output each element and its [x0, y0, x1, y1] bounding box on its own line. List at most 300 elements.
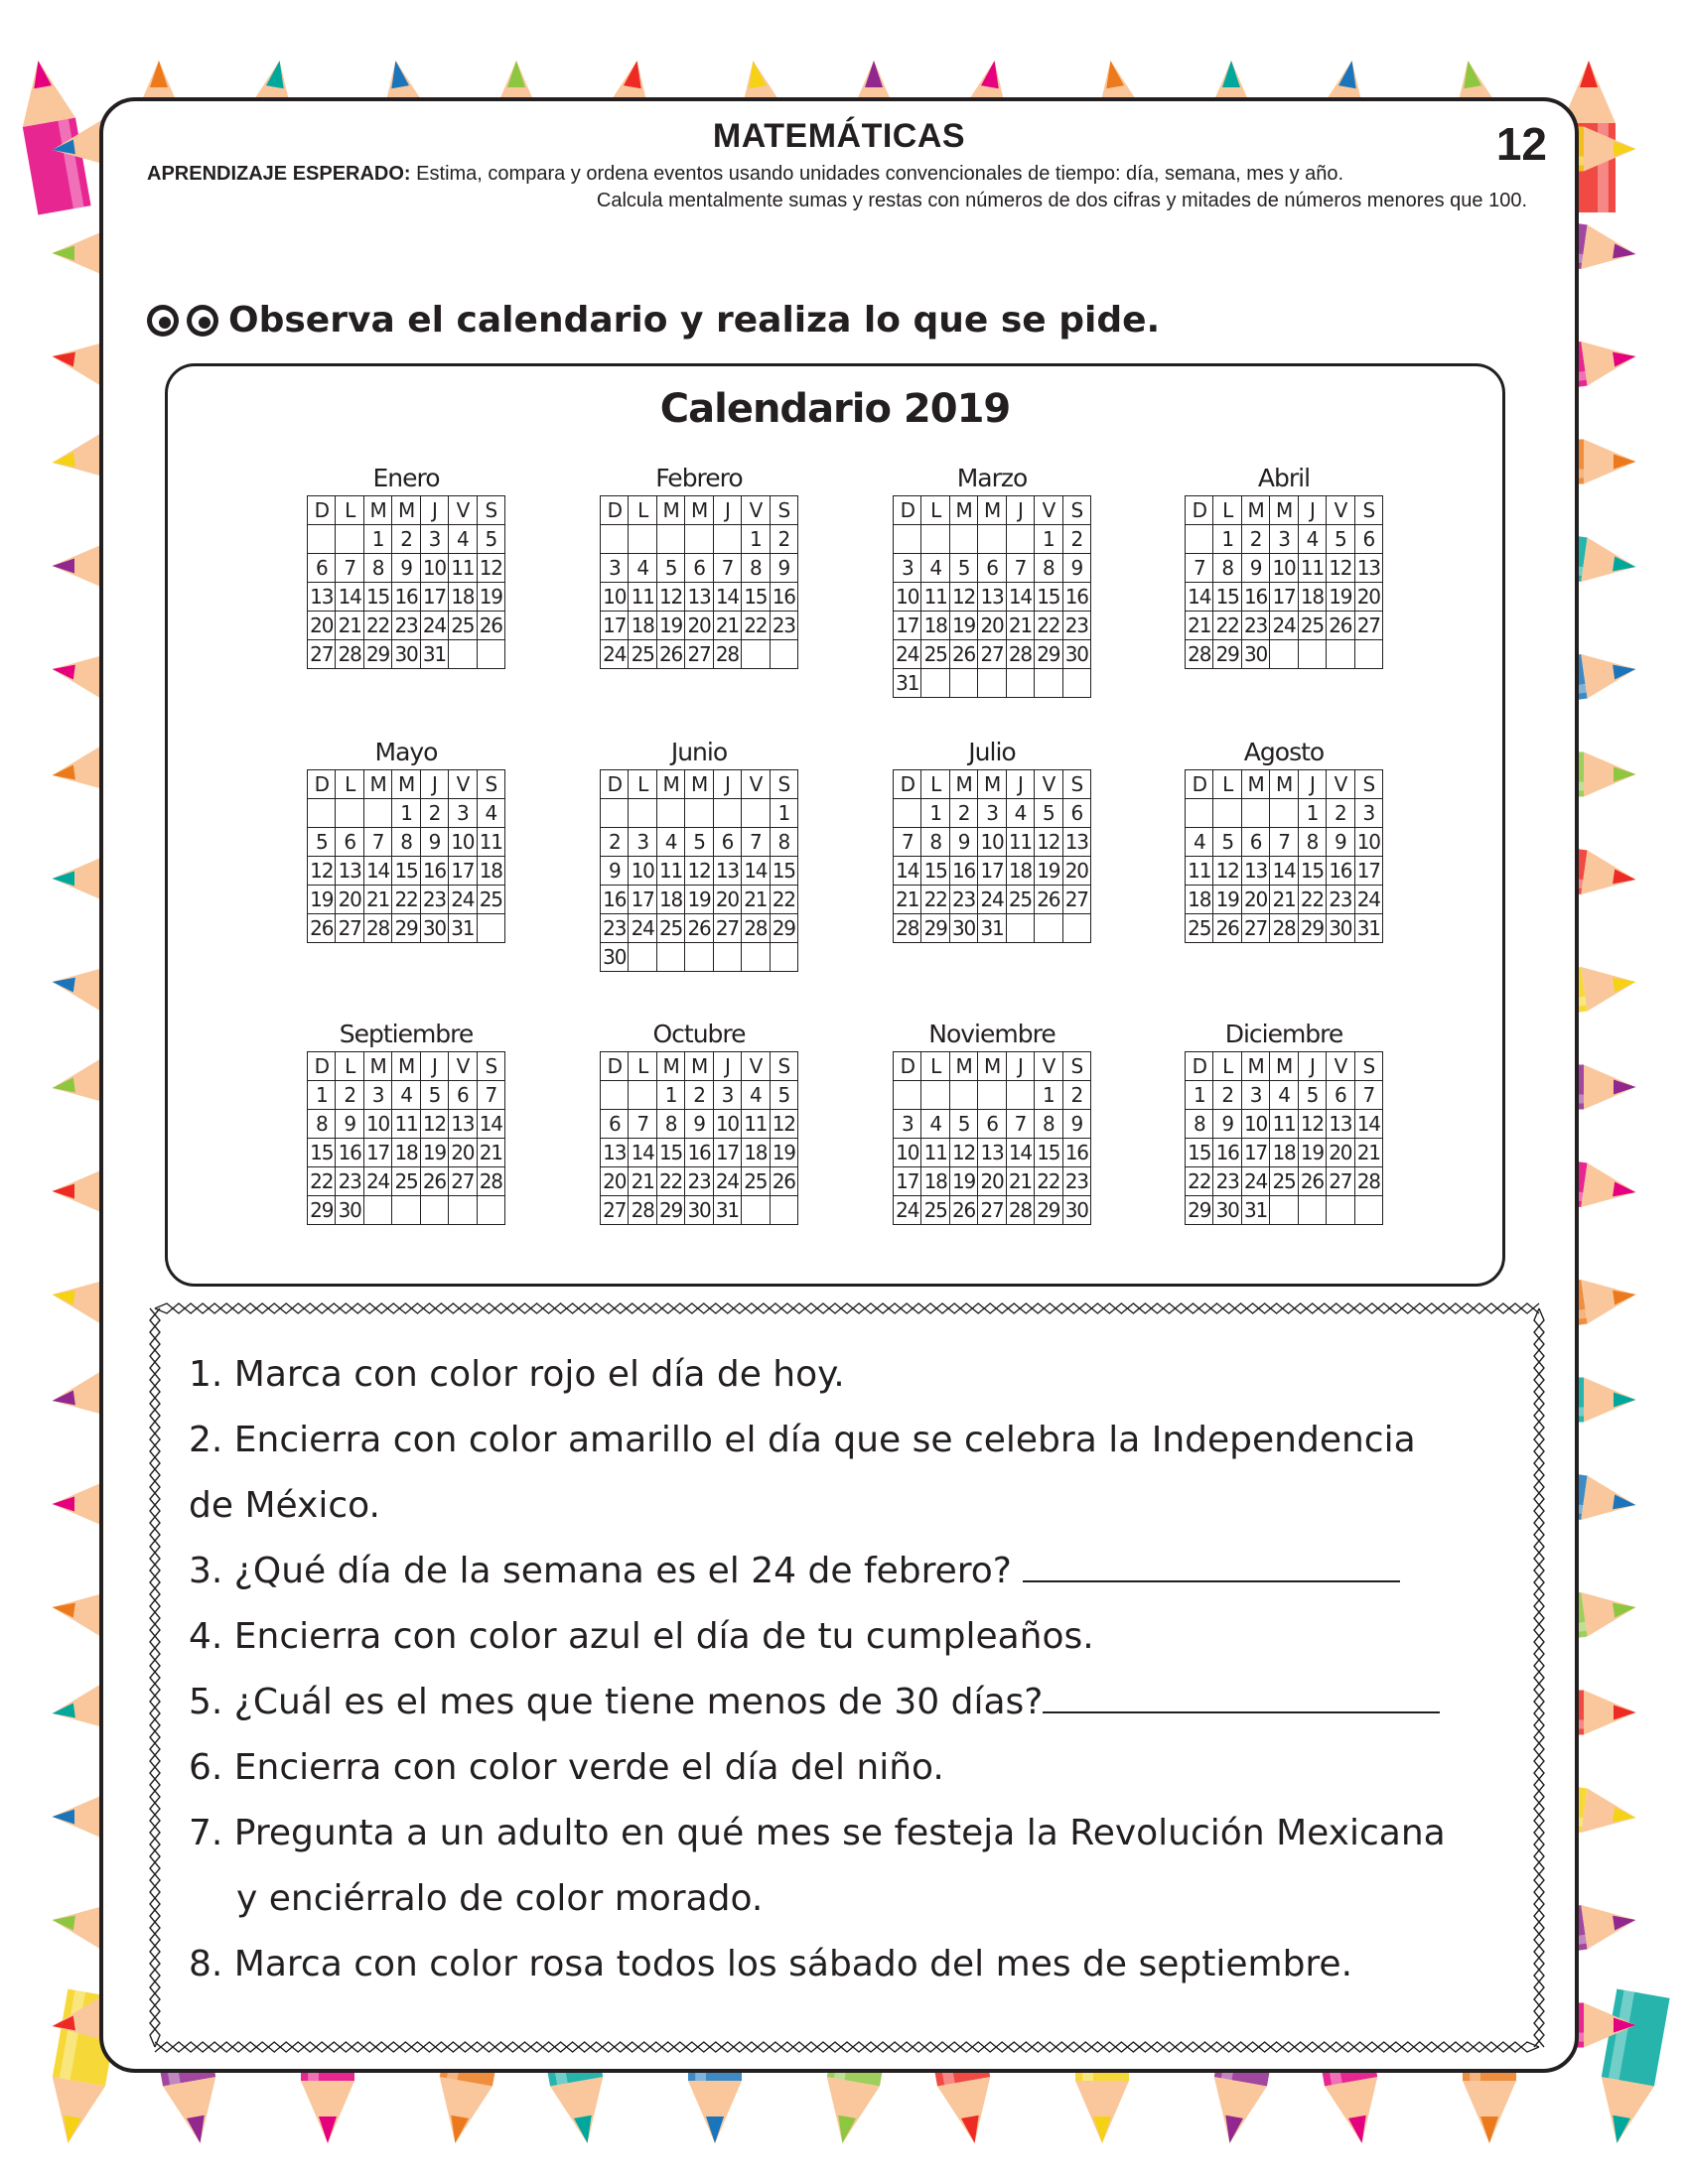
day-cell[interactable]: 11 — [477, 828, 504, 857]
day-cell[interactable]: 5 — [308, 828, 336, 857]
day-cell[interactable]: 10 — [894, 583, 921, 612]
day-cell[interactable]: 29 — [1213, 640, 1241, 669]
day-cell[interactable]: 16 — [949, 857, 977, 886]
day-cell[interactable]: 1 — [1186, 1081, 1213, 1110]
day-cell[interactable]: 28 — [1270, 914, 1298, 943]
day-cell[interactable]: 22 — [656, 1167, 684, 1196]
day-cell[interactable]: 13 — [601, 1139, 629, 1167]
day-cell[interactable]: 28 — [363, 914, 391, 943]
day-cell[interactable]: 27 — [978, 640, 1006, 669]
day-cell[interactable]: 3 — [894, 1110, 921, 1139]
day-cell[interactable]: 25 — [1298, 612, 1326, 640]
day-cell[interactable]: 4 — [629, 554, 656, 583]
day-cell[interactable]: 3 — [420, 525, 448, 554]
day-cell[interactable]: 21 — [1354, 1139, 1382, 1167]
day-cell[interactable]: 6 — [308, 554, 336, 583]
day-cell[interactable]: 15 — [392, 857, 420, 886]
day-cell[interactable]: 6 — [449, 1081, 477, 1110]
day-cell[interactable]: 4 — [921, 554, 949, 583]
day-cell[interactable]: 15 — [1186, 1139, 1213, 1167]
day-cell[interactable]: 2 — [949, 799, 977, 828]
day-cell[interactable]: 25 — [477, 886, 504, 914]
day-cell[interactable]: 30 — [1213, 1196, 1241, 1225]
day-cell[interactable]: 12 — [477, 554, 504, 583]
day-cell[interactable]: 24 — [894, 1196, 921, 1225]
day-cell[interactable]: 18 — [1186, 886, 1213, 914]
day-cell[interactable]: 18 — [1270, 1139, 1298, 1167]
day-cell[interactable]: 6 — [978, 1110, 1006, 1139]
day-cell[interactable]: 14 — [742, 857, 770, 886]
day-cell[interactable]: 1 — [742, 525, 770, 554]
day-cell[interactable]: 5 — [477, 525, 504, 554]
day-cell[interactable]: 19 — [949, 612, 977, 640]
day-cell[interactable]: 18 — [1298, 583, 1326, 612]
day-cell[interactable]: 9 — [1062, 1110, 1090, 1139]
day-cell[interactable]: 2 — [1241, 525, 1269, 554]
day-cell[interactable]: 6 — [1327, 1081, 1354, 1110]
day-cell[interactable]: 2 — [1062, 525, 1090, 554]
day-cell[interactable]: 13 — [1062, 828, 1090, 857]
day-cell[interactable]: 29 — [308, 1196, 336, 1225]
day-cell[interactable]: 19 — [685, 886, 713, 914]
day-cell[interactable]: 15 — [1035, 1139, 1062, 1167]
day-cell[interactable]: 31 — [978, 914, 1006, 943]
day-cell[interactable]: 16 — [685, 1139, 713, 1167]
day-cell[interactable]: 5 — [1213, 828, 1241, 857]
day-cell[interactable]: 8 — [1035, 554, 1062, 583]
day-cell[interactable]: 11 — [392, 1110, 420, 1139]
day-cell[interactable]: 26 — [477, 612, 504, 640]
day-cell[interactable]: 19 — [1213, 886, 1241, 914]
day-cell[interactable]: 5 — [1298, 1081, 1326, 1110]
day-cell[interactable]: 25 — [1270, 1167, 1298, 1196]
day-cell[interactable]: 29 — [1298, 914, 1326, 943]
day-cell[interactable]: 23 — [1062, 612, 1090, 640]
day-cell[interactable]: 14 — [894, 857, 921, 886]
day-cell[interactable]: 19 — [770, 1139, 797, 1167]
day-cell[interactable]: 29 — [1035, 1196, 1062, 1225]
day-cell[interactable]: 12 — [770, 1110, 797, 1139]
day-cell[interactable]: 28 — [1006, 1196, 1034, 1225]
day-cell[interactable]: 23 — [1327, 886, 1354, 914]
day-cell[interactable]: 7 — [1354, 1081, 1382, 1110]
answer-blank-3[interactable] — [1023, 1551, 1400, 1582]
day-cell[interactable]: 5 — [1035, 799, 1062, 828]
day-cell[interactable]: 1 — [1035, 1081, 1062, 1110]
day-cell[interactable]: 11 — [1270, 1110, 1298, 1139]
day-cell[interactable]: 18 — [392, 1139, 420, 1167]
day-cell[interactable]: 27 — [685, 640, 713, 669]
day-cell[interactable]: 11 — [742, 1110, 770, 1139]
day-cell[interactable]: 10 — [629, 857, 656, 886]
day-cell[interactable]: 17 — [1241, 1139, 1269, 1167]
day-cell[interactable]: 12 — [685, 857, 713, 886]
day-cell[interactable]: 10 — [449, 828, 477, 857]
day-cell[interactable]: 12 — [420, 1110, 448, 1139]
day-cell[interactable]: 13 — [685, 583, 713, 612]
day-cell[interactable]: 22 — [308, 1167, 336, 1196]
day-cell[interactable]: 1 — [1035, 525, 1062, 554]
day-cell[interactable]: 17 — [713, 1139, 741, 1167]
day-cell[interactable]: 15 — [363, 583, 391, 612]
day-cell[interactable]: 20 — [601, 1167, 629, 1196]
day-cell[interactable]: 8 — [1186, 1110, 1213, 1139]
day-cell[interactable]: 13 — [1327, 1110, 1354, 1139]
day-cell[interactable]: 20 — [978, 612, 1006, 640]
day-cell[interactable]: 26 — [1213, 914, 1241, 943]
day-cell[interactable]: 20 — [1354, 583, 1382, 612]
day-cell[interactable]: 3 — [894, 554, 921, 583]
day-cell[interactable]: 27 — [978, 1196, 1006, 1225]
day-cell[interactable]: 11 — [921, 1139, 949, 1167]
day-cell[interactable]: 13 — [1354, 554, 1382, 583]
day-cell[interactable]: 10 — [1270, 554, 1298, 583]
day-cell[interactable]: 30 — [1062, 1196, 1090, 1225]
day-cell[interactable]: 1 — [1213, 525, 1241, 554]
day-cell[interactable]: 11 — [921, 583, 949, 612]
day-cell[interactable]: 25 — [449, 612, 477, 640]
day-cell[interactable]: 9 — [392, 554, 420, 583]
day-cell[interactable]: 17 — [978, 857, 1006, 886]
day-cell[interactable]: 16 — [392, 583, 420, 612]
day-cell[interactable]: 19 — [477, 583, 504, 612]
day-cell[interactable]: 15 — [770, 857, 797, 886]
day-cell[interactable]: 25 — [921, 1196, 949, 1225]
day-cell[interactable]: 7 — [742, 828, 770, 857]
day-cell[interactable]: 27 — [1354, 612, 1382, 640]
day-cell[interactable]: 14 — [363, 857, 391, 886]
day-cell[interactable]: 3 — [449, 799, 477, 828]
day-cell[interactable]: 9 — [770, 554, 797, 583]
day-cell[interactable]: 4 — [1006, 799, 1034, 828]
day-cell[interactable]: 29 — [392, 914, 420, 943]
day-cell[interactable]: 16 — [420, 857, 448, 886]
day-cell[interactable]: 1 — [656, 1081, 684, 1110]
day-cell[interactable]: 19 — [308, 886, 336, 914]
day-cell[interactable]: 12 — [1035, 828, 1062, 857]
day-cell[interactable]: 9 — [601, 857, 629, 886]
day-cell[interactable]: 8 — [1035, 1110, 1062, 1139]
day-cell[interactable]: 15 — [1213, 583, 1241, 612]
day-cell[interactable]: 10 — [1241, 1110, 1269, 1139]
day-cell[interactable]: 12 — [308, 857, 336, 886]
day-cell[interactable]: 5 — [685, 828, 713, 857]
day-cell[interactable]: 18 — [629, 612, 656, 640]
day-cell[interactable]: 20 — [713, 886, 741, 914]
day-cell[interactable]: 13 — [1241, 857, 1269, 886]
day-cell[interactable]: 24 — [1241, 1167, 1269, 1196]
day-cell[interactable]: 23 — [392, 612, 420, 640]
day-cell[interactable]: 17 — [420, 583, 448, 612]
day-cell[interactable]: 4 — [1270, 1081, 1298, 1110]
day-cell[interactable]: 13 — [978, 1139, 1006, 1167]
day-cell[interactable]: 17 — [894, 612, 921, 640]
day-cell[interactable]: 17 — [449, 857, 477, 886]
day-cell[interactable]: 10 — [601, 583, 629, 612]
day-cell[interactable]: 27 — [336, 914, 363, 943]
day-cell[interactable]: 17 — [363, 1139, 391, 1167]
day-cell[interactable]: 7 — [894, 828, 921, 857]
day-cell[interactable]: 24 — [1270, 612, 1298, 640]
day-cell[interactable]: 19 — [1327, 583, 1354, 612]
day-cell[interactable]: 31 — [1354, 914, 1382, 943]
day-cell[interactable]: 8 — [1213, 554, 1241, 583]
day-cell[interactable]: 30 — [601, 943, 629, 972]
day-cell[interactable]: 11 — [1298, 554, 1326, 583]
day-cell[interactable]: 8 — [770, 828, 797, 857]
day-cell[interactable]: 23 — [685, 1167, 713, 1196]
day-cell[interactable]: 6 — [713, 828, 741, 857]
day-cell[interactable]: 7 — [1186, 554, 1213, 583]
day-cell[interactable]: 7 — [363, 828, 391, 857]
day-cell[interactable]: 15 — [742, 583, 770, 612]
day-cell[interactable]: 12 — [1327, 554, 1354, 583]
day-cell[interactable]: 28 — [742, 914, 770, 943]
day-cell[interactable]: 28 — [477, 1167, 504, 1196]
day-cell[interactable]: 17 — [894, 1167, 921, 1196]
day-cell[interactable]: 12 — [949, 583, 977, 612]
day-cell[interactable]: 26 — [1298, 1167, 1326, 1196]
day-cell[interactable]: 2 — [1213, 1081, 1241, 1110]
day-cell[interactable]: 28 — [1006, 640, 1034, 669]
day-cell[interactable]: 14 — [713, 583, 741, 612]
day-cell[interactable]: 24 — [420, 612, 448, 640]
day-cell[interactable]: 9 — [420, 828, 448, 857]
day-cell[interactable]: 22 — [1186, 1167, 1213, 1196]
day-cell[interactable]: 30 — [392, 640, 420, 669]
day-cell[interactable]: 16 — [1327, 857, 1354, 886]
day-cell[interactable]: 6 — [685, 554, 713, 583]
day-cell[interactable]: 4 — [392, 1081, 420, 1110]
day-cell[interactable]: 18 — [921, 612, 949, 640]
day-cell[interactable]: 28 — [1186, 640, 1213, 669]
day-cell[interactable]: 8 — [921, 828, 949, 857]
day-cell[interactable]: 25 — [392, 1167, 420, 1196]
day-cell[interactable]: 21 — [629, 1167, 656, 1196]
day-cell[interactable]: 9 — [949, 828, 977, 857]
day-cell[interactable]: 18 — [921, 1167, 949, 1196]
day-cell[interactable]: 16 — [1241, 583, 1269, 612]
day-cell[interactable]: 4 — [449, 525, 477, 554]
day-cell[interactable]: 10 — [420, 554, 448, 583]
day-cell[interactable]: 12 — [949, 1139, 977, 1167]
day-cell[interactable]: 7 — [1006, 1110, 1034, 1139]
day-cell[interactable]: 6 — [601, 1110, 629, 1139]
day-cell[interactable]: 24 — [449, 886, 477, 914]
day-cell[interactable]: 5 — [1327, 525, 1354, 554]
day-cell[interactable]: 4 — [1298, 525, 1326, 554]
day-cell[interactable]: 14 — [336, 583, 363, 612]
day-cell[interactable]: 24 — [978, 886, 1006, 914]
day-cell[interactable]: 29 — [656, 1196, 684, 1225]
day-cell[interactable]: 23 — [420, 886, 448, 914]
day-cell[interactable]: 18 — [656, 886, 684, 914]
day-cell[interactable]: 20 — [978, 1167, 1006, 1196]
day-cell[interactable]: 19 — [1298, 1139, 1326, 1167]
day-cell[interactable]: 24 — [1354, 886, 1382, 914]
day-cell[interactable]: 13 — [308, 583, 336, 612]
day-cell[interactable]: 20 — [449, 1139, 477, 1167]
day-cell[interactable]: 12 — [656, 583, 684, 612]
day-cell[interactable]: 26 — [949, 640, 977, 669]
day-cell[interactable]: 19 — [420, 1139, 448, 1167]
day-cell[interactable]: 28 — [1354, 1167, 1382, 1196]
day-cell[interactable]: 23 — [949, 886, 977, 914]
day-cell[interactable]: 30 — [1062, 640, 1090, 669]
day-cell[interactable]: 28 — [629, 1196, 656, 1225]
day-cell[interactable]: 28 — [894, 914, 921, 943]
day-cell[interactable]: 11 — [656, 857, 684, 886]
day-cell[interactable]: 25 — [1186, 914, 1213, 943]
day-cell[interactable]: 8 — [308, 1110, 336, 1139]
day-cell[interactable]: 30 — [336, 1196, 363, 1225]
day-cell[interactable]: 4 — [477, 799, 504, 828]
day-cell[interactable]: 24 — [629, 914, 656, 943]
day-cell[interactable]: 22 — [1213, 612, 1241, 640]
day-cell[interactable]: 15 — [1035, 583, 1062, 612]
day-cell[interactable]: 7 — [477, 1081, 504, 1110]
day-cell[interactable]: 21 — [713, 612, 741, 640]
day-cell[interactable]: 28 — [713, 640, 741, 669]
day-cell[interactable]: 4 — [656, 828, 684, 857]
day-cell[interactable]: 4 — [742, 1081, 770, 1110]
day-cell[interactable]: 26 — [308, 914, 336, 943]
day-cell[interactable]: 2 — [392, 525, 420, 554]
day-cell[interactable]: 22 — [921, 886, 949, 914]
day-cell[interactable]: 30 — [685, 1196, 713, 1225]
day-cell[interactable]: 25 — [629, 640, 656, 669]
day-cell[interactable]: 22 — [1298, 886, 1326, 914]
day-cell[interactable]: 3 — [629, 828, 656, 857]
day-cell[interactable]: 29 — [363, 640, 391, 669]
day-cell[interactable]: 30 — [1327, 914, 1354, 943]
day-cell[interactable]: 8 — [363, 554, 391, 583]
day-cell[interactable]: 15 — [308, 1139, 336, 1167]
day-cell[interactable]: 10 — [713, 1110, 741, 1139]
day-cell[interactable]: 13 — [978, 583, 1006, 612]
day-cell[interactable]: 15 — [921, 857, 949, 886]
day-cell[interactable]: 2 — [685, 1081, 713, 1110]
day-cell[interactable]: 15 — [1298, 857, 1326, 886]
day-cell[interactable]: 16 — [1062, 583, 1090, 612]
day-cell[interactable]: 9 — [336, 1110, 363, 1139]
day-cell[interactable]: 20 — [1327, 1139, 1354, 1167]
day-cell[interactable]: 22 — [770, 886, 797, 914]
day-cell[interactable]: 24 — [601, 640, 629, 669]
day-cell[interactable]: 10 — [894, 1139, 921, 1167]
day-cell[interactable]: 31 — [894, 669, 921, 698]
day-cell[interactable]: 31 — [420, 640, 448, 669]
day-cell[interactable]: 10 — [1354, 828, 1382, 857]
day-cell[interactable]: 16 — [1062, 1139, 1090, 1167]
day-cell[interactable]: 13 — [336, 857, 363, 886]
day-cell[interactable]: 21 — [477, 1139, 504, 1167]
day-cell[interactable]: 3 — [601, 554, 629, 583]
day-cell[interactable]: 20 — [685, 612, 713, 640]
day-cell[interactable]: 27 — [713, 914, 741, 943]
day-cell[interactable]: 3 — [1241, 1081, 1269, 1110]
day-cell[interactable]: 3 — [1270, 525, 1298, 554]
day-cell[interactable]: 1 — [392, 799, 420, 828]
day-cell[interactable]: 8 — [1298, 828, 1326, 857]
day-cell[interactable]: 20 — [1241, 886, 1269, 914]
day-cell[interactable]: 4 — [921, 1110, 949, 1139]
day-cell[interactable]: 22 — [1035, 1167, 1062, 1196]
day-cell[interactable]: 11 — [1186, 857, 1213, 886]
day-cell[interactable]: 12 — [1298, 1110, 1326, 1139]
day-cell[interactable]: 2 — [1062, 1081, 1090, 1110]
day-cell[interactable]: 23 — [601, 914, 629, 943]
day-cell[interactable]: 17 — [601, 612, 629, 640]
day-cell[interactable]: 31 — [449, 914, 477, 943]
day-cell[interactable]: 11 — [629, 583, 656, 612]
day-cell[interactable]: 7 — [336, 554, 363, 583]
day-cell[interactable]: 2 — [336, 1081, 363, 1110]
day-cell[interactable]: 7 — [629, 1110, 656, 1139]
day-cell[interactable]: 17 — [629, 886, 656, 914]
day-cell[interactable]: 1 — [921, 799, 949, 828]
day-cell[interactable]: 5 — [656, 554, 684, 583]
day-cell[interactable]: 21 — [1270, 886, 1298, 914]
day-cell[interactable]: 14 — [629, 1139, 656, 1167]
day-cell[interactable]: 14 — [1354, 1110, 1382, 1139]
day-cell[interactable]: 7 — [1270, 828, 1298, 857]
answer-blank-5[interactable] — [1043, 1682, 1440, 1713]
day-cell[interactable]: 17 — [1270, 583, 1298, 612]
day-cell[interactable]: 10 — [978, 828, 1006, 857]
day-cell[interactable]: 22 — [742, 612, 770, 640]
day-cell[interactable]: 26 — [1035, 886, 1062, 914]
day-cell[interactable]: 9 — [1241, 554, 1269, 583]
day-cell[interactable]: 6 — [978, 554, 1006, 583]
day-cell[interactable]: 24 — [363, 1167, 391, 1196]
day-cell[interactable]: 18 — [449, 583, 477, 612]
day-cell[interactable]: 25 — [742, 1167, 770, 1196]
day-cell[interactable]: 29 — [921, 914, 949, 943]
day-cell[interactable]: 1 — [308, 1081, 336, 1110]
day-cell[interactable]: 18 — [742, 1139, 770, 1167]
day-cell[interactable]: 8 — [656, 1110, 684, 1139]
day-cell[interactable]: 22 — [1035, 612, 1062, 640]
day-cell[interactable]: 27 — [1327, 1167, 1354, 1196]
day-cell[interactable]: 6 — [1354, 525, 1382, 554]
day-cell[interactable]: 22 — [363, 612, 391, 640]
day-cell[interactable]: 8 — [392, 828, 420, 857]
day-cell[interactable]: 16 — [336, 1139, 363, 1167]
day-cell[interactable]: 26 — [949, 1196, 977, 1225]
day-cell[interactable]: 2 — [601, 828, 629, 857]
day-cell[interactable]: 9 — [1327, 828, 1354, 857]
day-cell[interactable]: 9 — [685, 1110, 713, 1139]
day-cell[interactable]: 1 — [1298, 799, 1326, 828]
day-cell[interactable]: 26 — [420, 1167, 448, 1196]
day-cell[interactable]: 26 — [656, 640, 684, 669]
day-cell[interactable]: 21 — [1006, 1167, 1034, 1196]
day-cell[interactable]: 14 — [1006, 1139, 1034, 1167]
day-cell[interactable]: 2 — [1327, 799, 1354, 828]
day-cell[interactable]: 2 — [420, 799, 448, 828]
day-cell[interactable]: 16 — [770, 583, 797, 612]
day-cell[interactable]: 18 — [477, 857, 504, 886]
day-cell[interactable]: 27 — [1241, 914, 1269, 943]
day-cell[interactable]: 5 — [420, 1081, 448, 1110]
day-cell[interactable]: 17 — [1354, 857, 1382, 886]
day-cell[interactable]: 21 — [894, 886, 921, 914]
day-cell[interactable]: 25 — [656, 914, 684, 943]
day-cell[interactable]: 9 — [1062, 554, 1090, 583]
day-cell[interactable]: 5 — [770, 1081, 797, 1110]
day-cell[interactable]: 27 — [1062, 886, 1090, 914]
